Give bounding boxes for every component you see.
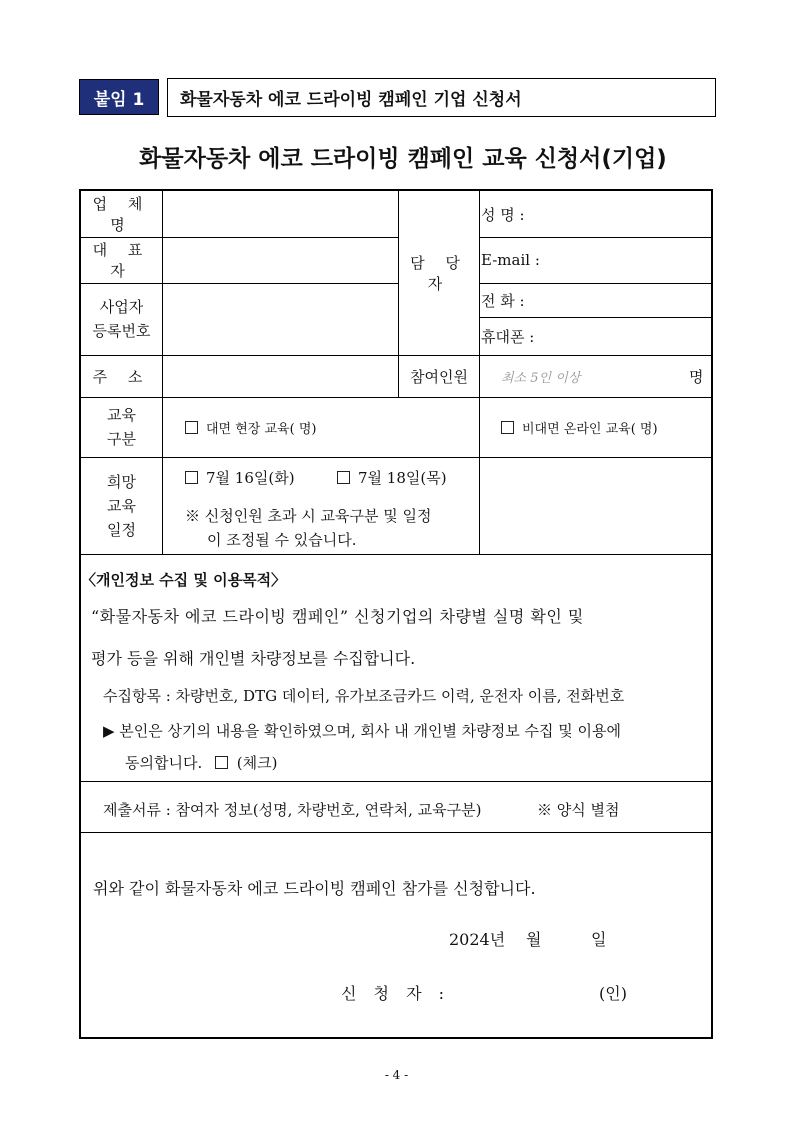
company-name-label: 업 체 명: [92, 195, 151, 234]
attachment-badge: 붙임 1: [79, 79, 159, 115]
row-divider: [81, 457, 711, 458]
row-divider: [81, 554, 711, 555]
participants-unit: 명: [689, 367, 704, 386]
applicant-label: 신 청 자 :: [341, 984, 451, 1003]
documents-text: 제출서류 : 참여자 정보(성명, 차량번호, 연락처, 교육구분): [103, 801, 482, 819]
biz-reg-label: 사업자 등록번호: [92, 298, 151, 340]
date2-option[interactable]: 7월 18일(목): [337, 467, 447, 488]
mobile-field[interactable]: 휴대폰 :: [481, 327, 535, 346]
seal-mark: (인): [599, 984, 627, 1003]
privacy-purpose-line2: 평가 등을 위해 개인별 차량정보를 수집합니다.: [91, 649, 416, 668]
participants-field[interactable]: [501, 355, 691, 397]
form-title: 화물자동차 에코 드라이빙 캠페인 교육 신청서(기업): [139, 146, 667, 172]
date-year: 2024년: [449, 930, 506, 949]
schedule-note-line2: 이 조정될 수 있습니다.: [207, 531, 357, 549]
privacy-consent-line2[interactable]: 동의합니다. (체크): [125, 754, 278, 772]
checkbox-date2[interactable]: [337, 471, 350, 484]
attachment-title: 화물자동차 에코 드라이빙 캠페인 기업 신청서: [167, 78, 716, 117]
privacy-heading: 〈개인정보 수집 및 이용목적〉: [81, 571, 287, 589]
privacy-items: 수집항목 : 차량번호, DTG 데이터, 유가보조금카드 이력, 운전자 이름, 전화번호: [103, 687, 625, 705]
representative-label: 대 표 자: [92, 241, 151, 280]
date-month: 월: [526, 930, 542, 949]
participants-label: 참여인원: [410, 367, 468, 386]
edu-type-label: 교육 구분: [107, 406, 136, 448]
name-field[interactable]: 성 명 :: [481, 205, 525, 224]
row-divider: [81, 832, 711, 833]
consent-checkbox[interactable]: [215, 756, 228, 769]
edu-online-option[interactable]: 비대면 온라인 교육( 명): [501, 397, 711, 457]
participants-hint: 최소 5인 이상: [501, 370, 581, 386]
phone-field[interactable]: 전 화 :: [481, 291, 525, 310]
col-divider: [479, 191, 480, 397]
application-form: [79, 189, 713, 1039]
company-name-field[interactable]: [163, 191, 398, 237]
col-divider: [479, 457, 480, 554]
date1-option[interactable]: 7월 16일(화): [185, 467, 295, 488]
edu-offline-option[interactable]: 대면 현장 교육( 명): [185, 397, 475, 457]
privacy-consent-line1: ▶ 본인은 상기의 내용을 확인하였으며, 회사 내 개인별 차량정보 수집 및 이용에: [103, 722, 621, 740]
privacy-purpose-line1: “화물자동차 에코 드라이빙 캠페인” 신청기업의 차량별 실명 확인 및: [91, 607, 584, 626]
row-divider: [81, 781, 711, 782]
col-divider: [479, 397, 480, 457]
checkbox-date1[interactable]: [185, 471, 198, 484]
email-field[interactable]: E-mail :: [481, 251, 540, 269]
biz-reg-field[interactable]: [163, 283, 398, 355]
date-day: 일: [591, 930, 607, 949]
contact-person-label: 담 당 자: [410, 254, 468, 293]
representative-field[interactable]: [163, 237, 398, 283]
checkbox-offline[interactable]: [185, 421, 198, 434]
address-label: 주 소: [92, 367, 151, 386]
page-number: - 4 -: [384, 1068, 409, 1082]
documents-note: ※ 양식 별첨: [537, 801, 620, 819]
declaration-text: 위와 같이 화물자동차 에코 드라이빙 캠페인 참가를 신청합니다.: [93, 879, 536, 898]
schedule-note-line1: ※ 신청인원 초과 시 교육구분 및 일정: [185, 507, 432, 525]
schedule-label: 희망 교육 일정: [107, 472, 136, 539]
address-field[interactable]: [163, 355, 398, 397]
checkbox-online[interactable]: [501, 421, 514, 434]
